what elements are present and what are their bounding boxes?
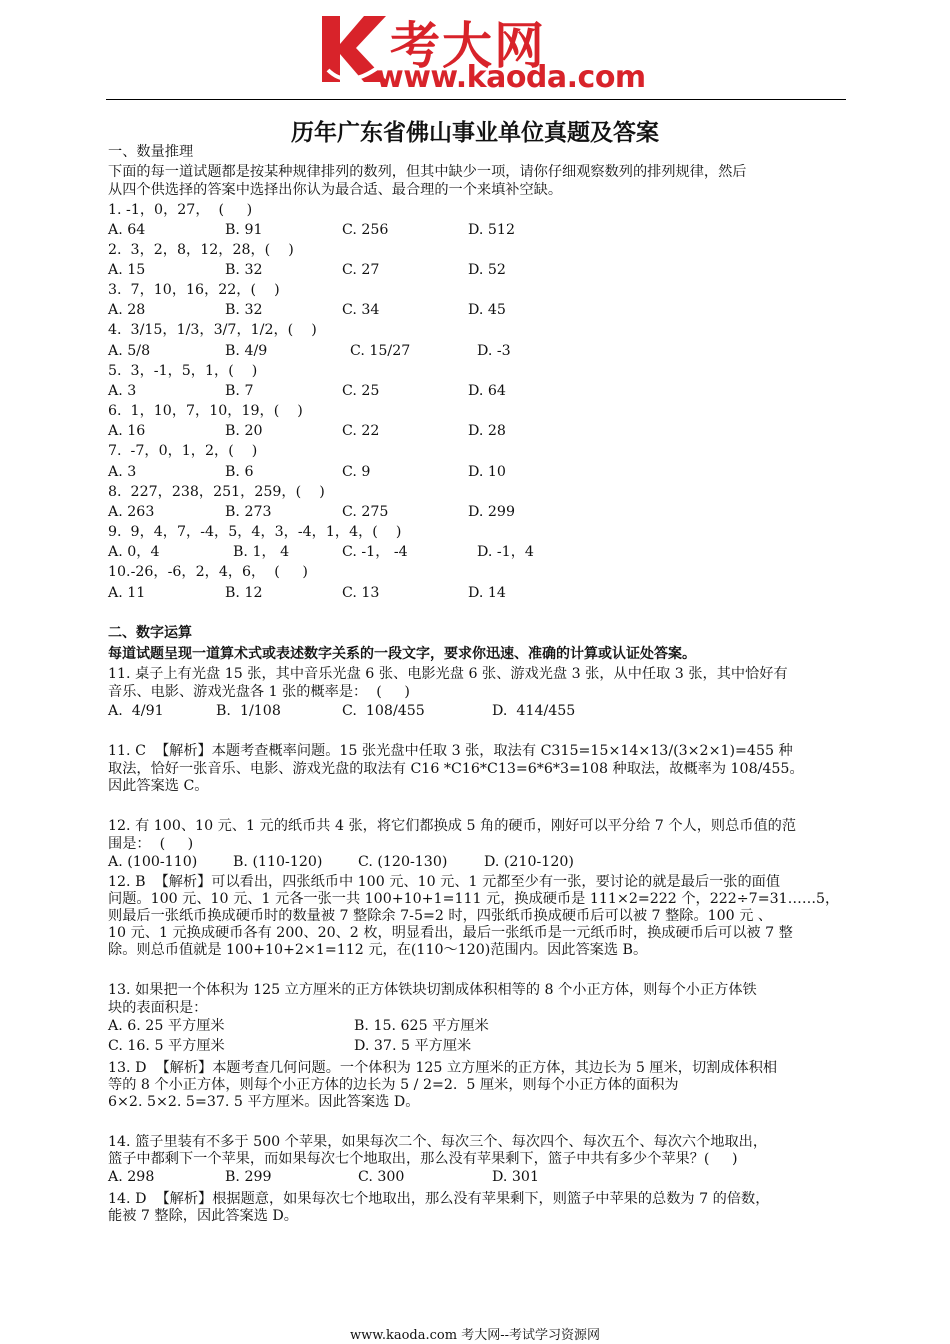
answer-option: B. 91 [225, 222, 263, 238]
answer-option: D. 64 [468, 383, 506, 399]
text-line: 块的表面积是： [108, 1000, 208, 1016]
page-title: 历年广东省佛山事业单位真题及答案 [291, 120, 659, 146]
answer-option: C. 34 [342, 302, 380, 318]
text-line: 等的 8 个小正方体，则每个小正方体的边长为 5 / 2=2. 5 厘米，则每个小正方体的面积为 [108, 1077, 679, 1093]
text-line: 9. 9，4，7，-4，5，4，3，-4，1，4，( ) [108, 524, 402, 540]
text-line: 每道试题呈现一道算术式或表述数字关系的一段文字，要求你迅速、准确的计算或认证处答案。 [108, 646, 696, 662]
answer-option: C. 256 [342, 222, 389, 238]
text-line: 取法，恰好一张音乐、电影、游戏光盘的取法有 C16 *C16*C13=6*6*3=108 种取法，故概率为 108/455。 [108, 761, 804, 777]
text-line: 6. 1，10，7，10，19，( ) [108, 403, 303, 419]
answer-option: D. 28 [468, 423, 506, 439]
text-line: 音乐、电影、游戏光盘各 1 张的概率是： ( ) [108, 684, 410, 700]
text-line: 5. 3，-1，5，1，( ) [108, 363, 258, 379]
answer-option: B. 1， 4 [233, 544, 290, 560]
text-line: 7. -7，0，1，2，( ) [108, 443, 258, 459]
text-line: 12. 有 100、10 元、1 元的纸币共 4 张，将它们都换成 5 角的硬币，刚好可以平分给 7 个人，则总币值的范 [108, 818, 797, 834]
answer-option: B. 32 [225, 302, 263, 318]
text-line: 因此答案选 C。 [108, 778, 209, 794]
answer-option: C. (120-130) [358, 854, 448, 870]
answer-option: A. 3 [108, 383, 137, 399]
answer-option: D. 10 [468, 464, 506, 480]
answer-option: C. 108/455 [342, 703, 425, 719]
answer-option: B. 299 [225, 1169, 272, 1185]
answer-option: A. 15 [108, 262, 146, 278]
answer-option: A. 28 [108, 302, 146, 318]
answer-option: D. 299 [468, 504, 515, 520]
answer-option: D. 414/455 [492, 703, 576, 719]
answer-option: B. 4/9 [225, 343, 268, 359]
answer-option: D. 512 [468, 222, 515, 238]
text-line: 4. 3/15，1/3，3/7，1/2，( ) [108, 322, 317, 338]
text-line: 问题。100 元、10 元、1 元各一张一共 100+10+1=111 元，换成硬币是 111×2=222 个，222÷7=31……5， [108, 891, 840, 907]
answer-option: B. 273 [225, 504, 272, 520]
answer-option: B. 15. 625 平方厘米 [354, 1018, 489, 1034]
text-line: 11. C 【解析】本题考查概率问题。15 张光盘中任取 3 张，取法有 C315=15×14×13/(3×2×1)=455 种 [108, 743, 793, 759]
answer-option: D. 52 [468, 262, 506, 278]
text-line: 则最后一张纸币换成硬币时的数量被 7 整除余 7-5=2 时，四张纸币换成硬币后可以被 7 整除。100 元 、 [108, 908, 773, 924]
answer-option: C. 22 [342, 423, 380, 439]
text-line: 6×2. 5×2. 5=37. 5 平方厘米。因此答案选 D。 [108, 1094, 420, 1110]
answer-option: C. 13 [342, 585, 380, 601]
text-line: 13. D 【解析】本题考查几何问题。一个体积为 125 立方厘米的正方体，其边长为 5 厘米，切割成体积相 [108, 1060, 778, 1076]
answer-option: A. 263 [108, 504, 155, 520]
answer-option: C. -1， -4 [342, 544, 408, 560]
answer-option: B. 32 [225, 262, 263, 278]
text-line: 14. D 【解析】根据题意，如果每次七个地取出，那么没有苹果剩下，则篮子中苹果的总数为 7 的倍数， [108, 1191, 770, 1207]
answer-option: A. 16 [108, 423, 146, 439]
text-line: 篮子中都剩下一个苹果，而如果每次七个地取出，那么没有苹果剩下，篮子中共有多少个苹果？( ) [108, 1151, 738, 1167]
answer-option: A. 3 [108, 464, 137, 480]
answer-option: B. 20 [225, 423, 263, 439]
text-line: 11. 桌子上有光盘 15 张，其中音乐光盘 6 张、电影光盘 6 张、游戏光盘 3 张，从中任取 3 张，其中恰好有 [108, 666, 788, 682]
text-line: 14. 篮子里装有不多于 500 个苹果，如果每次二个、每次三个、每次四个、每次五个、每次六个地取出， [108, 1134, 768, 1150]
answer-option: C. 25 [342, 383, 380, 399]
text-line: 3. 7，10，16，22，( ) [108, 282, 280, 298]
answer-option: D. -3 [477, 343, 511, 359]
answer-option: B. 7 [225, 383, 254, 399]
answer-option: A. (100-110) [108, 854, 198, 870]
answer-option: A. 6. 25 平方厘米 [108, 1018, 225, 1034]
kaoda-logo [318, 8, 646, 95]
answer-option: A. 64 [108, 222, 146, 238]
text-line: 8. 227，238，251，259，( ) [108, 484, 325, 500]
logo-cn-text: 考大网 [390, 17, 546, 75]
text-line: 10.-26，-6，2，4，6， ( ) [108, 564, 308, 580]
page-footer: www.kaoda.com 考大网--考试学习资源网 [350, 1328, 600, 1343]
text-line: 1. -1，0，27， ( ) [108, 202, 253, 218]
answer-option: C. 15/27 [350, 343, 411, 359]
text-line: 一、数量推理 [108, 144, 194, 160]
answer-option: A. 5/8 [108, 343, 151, 359]
logo-url-text: www.kaoda.com [376, 60, 646, 95]
text-line: 2. 3，2，8，12，28，( ) [108, 242, 294, 258]
answer-option: C. 16. 5 平方厘米 [108, 1038, 225, 1054]
answer-option: A. 11 [108, 585, 146, 601]
answer-option: D. 45 [468, 302, 506, 318]
answer-option: C. 275 [342, 504, 389, 520]
header-rule [106, 99, 846, 100]
answer-option: B. (110-120) [233, 854, 323, 870]
text-line: 12. B 【解析】可以看出，四张纸币中 100 元、10 元、1 元都至少有一张，要讨论的就是最后一张的面值 [108, 874, 781, 890]
text-line: 围是： ( ) [108, 836, 194, 852]
text-line: 除。则总币值就是 100+10+2×1=112 元，在(110～120)范围内。因此答案选 B。 [108, 942, 648, 958]
answer-option: A. 0，4 [108, 544, 160, 560]
answer-option: B. 12 [225, 585, 263, 601]
text-line: 10 元、1 元换成硬币各有 200、20、2 枚，明显看出，最后一张纸币是一元纸币时，换成硬币后可以被 7 整 [108, 925, 793, 941]
text-line: 能被 7 整除，因此答案选 D。 [108, 1208, 298, 1224]
answer-option: D. 37. 5 平方厘米 [354, 1038, 472, 1054]
answer-option: C. 300 [358, 1169, 405, 1185]
answer-option: C. 27 [342, 262, 380, 278]
answer-option: A. 298 [108, 1169, 155, 1185]
answer-option: D. 14 [468, 585, 506, 601]
answer-option: D. -1，4 [477, 544, 534, 560]
text-line: 从四个供选择的答案中选择出你认为最合适、最合理的一个来填补空缺。 [108, 182, 563, 198]
answer-option: B. 1/108 [216, 703, 281, 719]
answer-option: D. 301 [492, 1169, 539, 1185]
answer-option: D. (210-120) [484, 854, 574, 870]
text-line: 二、数字运算 [108, 625, 192, 641]
text-line: 13. 如果把一个体积为 125 立方厘米的正方体铁块切割成体积相等的 8 个小正方体，则每个小正方体铁 [108, 982, 757, 998]
text-line: 下面的每一道试题都是按某种规律排列的数列，但其中缺少一项，请你仔细观察数列的排列规律，然后 [108, 164, 747, 180]
answer-option: C. 9 [342, 464, 371, 480]
answer-option: A. 4/91 [108, 703, 164, 719]
answer-option: B. 6 [225, 464, 254, 480]
